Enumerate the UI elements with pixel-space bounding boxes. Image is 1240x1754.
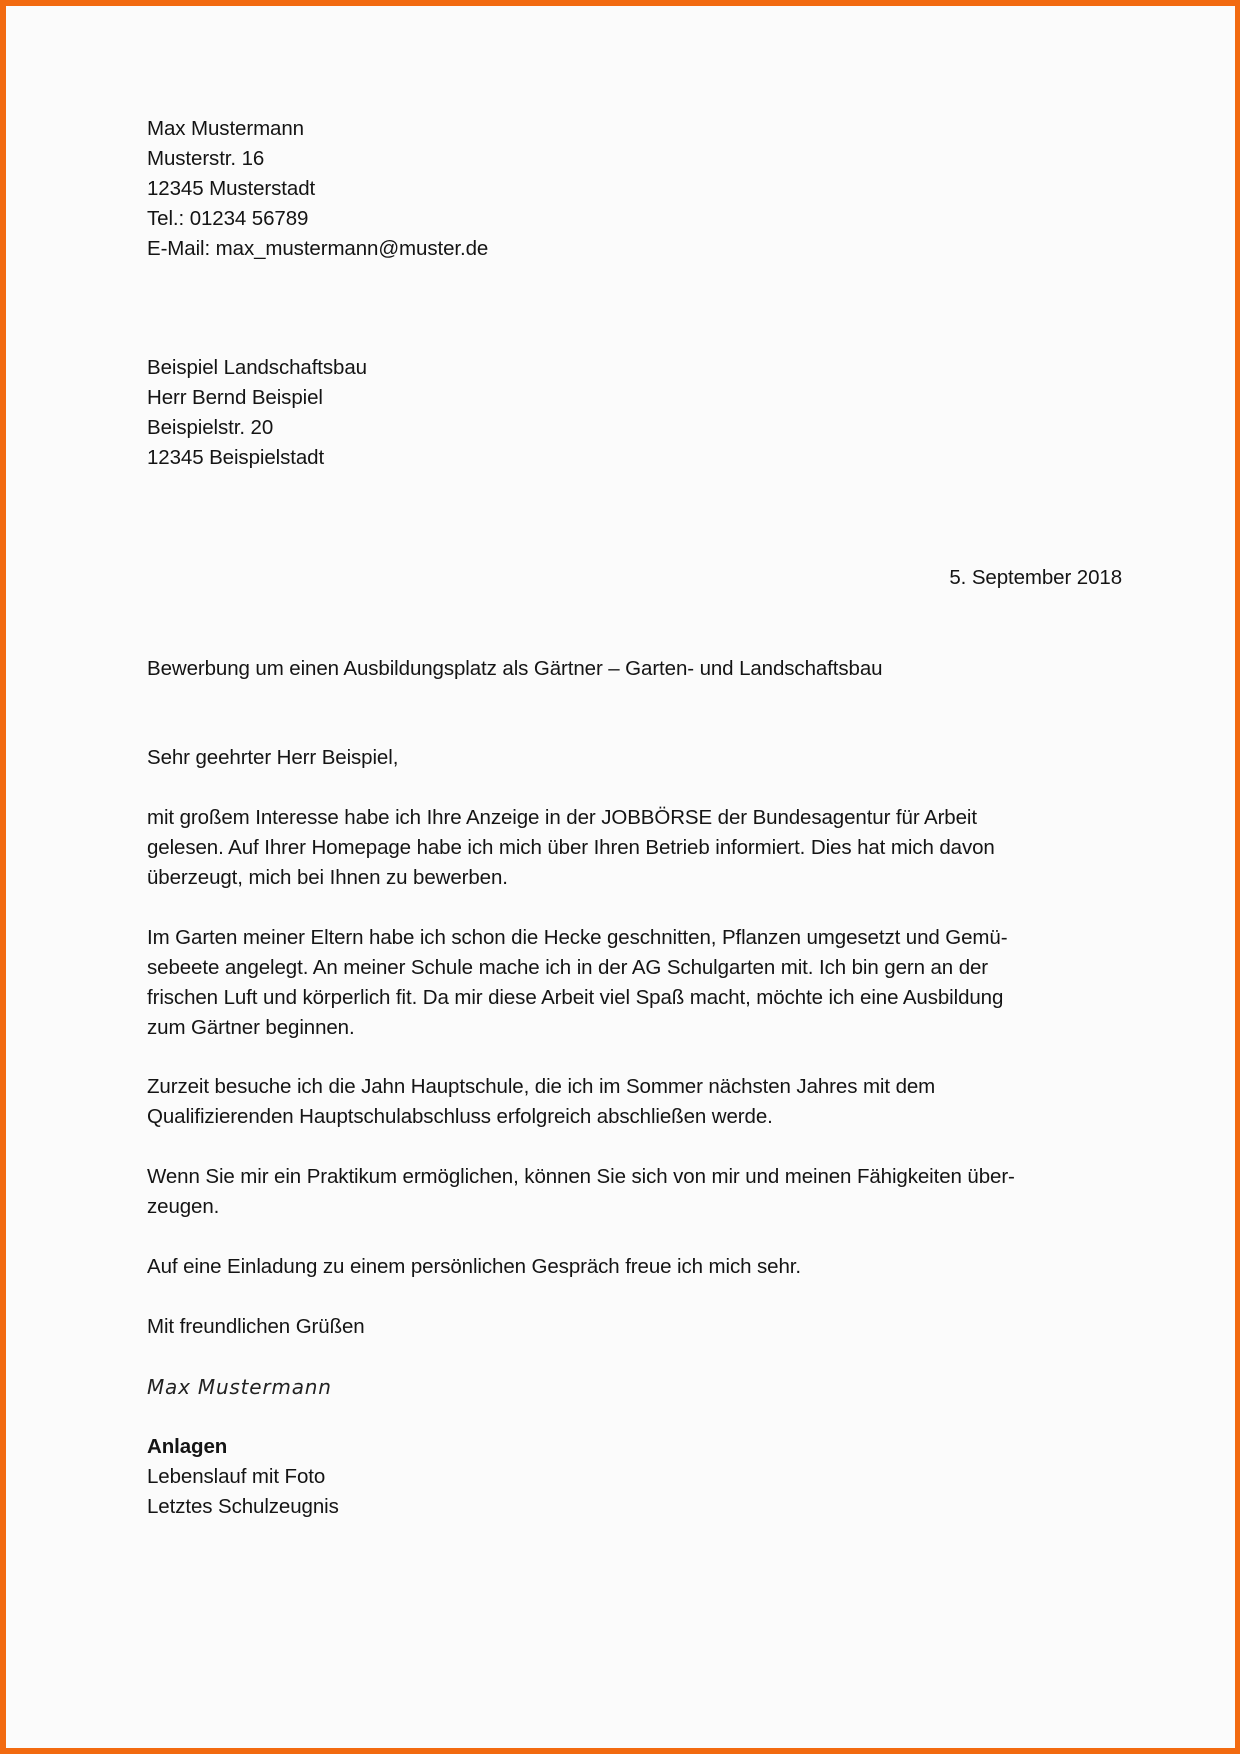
attachments-section (147, 1432, 1122, 1522)
attachment-item: Letztes Schulzeugnis (147, 1495, 339, 1518)
sender-city: 12345 Musterstadt (147, 177, 316, 200)
paragraph-line: zum Gärtner beginnen. (147, 1016, 355, 1039)
paragraph-line: mit großem Interesse habe ich Ihre Anzeige in der JOBBÖRSE der Bundesagentur für Arbeit (147, 806, 977, 829)
recipient-city: 12345 Beispielstadt (147, 446, 325, 469)
sender-street: Musterstr. 16 (147, 147, 265, 170)
paragraph-line: Zurzeit besuche ich die Jahn Hauptschule, die ich im Sommer nächsten Jahres mit dem (147, 1075, 936, 1098)
paragraph-line: Im Garten meiner Eltern habe ich schon die Hecke geschnitten, Pflanzen umgesetzt und Gemü- (147, 926, 1008, 949)
paragraph-line: frischen Luft und körperlich fit. Da mir diese Arbeit viel Spaß macht, möchte ich eine Ausbildung (147, 986, 1004, 1009)
recipient-street: Beispielstr. 20 (147, 416, 274, 439)
recipient-contact: Herr Bernd Beispiel (147, 386, 323, 409)
closing-formula: Mit freundlichen Grüßen (147, 1315, 365, 1338)
paragraph-line: Qualifizierenden Hauptschulabschluss erfolgreich abschließen werde. (147, 1105, 773, 1128)
attachment-item: Lebenslauf mit Foto (147, 1465, 326, 1488)
sender-phone: Tel.: 01234 56789 (147, 207, 309, 230)
body-paragraph-2 (147, 923, 1122, 1043)
letter-date: 5. September 2018 (949, 566, 1122, 589)
paragraph-line: zeugen. (147, 1195, 220, 1218)
salutation: Sehr geehrter Herr Beispiel, (147, 746, 399, 769)
body-paragraph-1 (147, 803, 1122, 893)
paragraph-line: sebeete angelegt. An meiner Schule mache ich in der AG Schulgarten mit. Ich bin gern an der (147, 956, 989, 979)
body-paragraph-4 (147, 1162, 1122, 1222)
attachments-heading: Anlagen (147, 1435, 228, 1458)
body-paragraph-3 (147, 1072, 1122, 1132)
sender-name: Max Mustermann (147, 117, 304, 140)
letter-subject: Bewerbung um einen Ausbildungsplatz als Gärtner – Garten- und Landschaftsbau (147, 657, 883, 680)
sender-email: E-Mail: max_mustermann@muster.de (147, 237, 489, 260)
paragraph-line: Wenn Sie mir ein Praktikum ermöglichen, können Sie sich von mir und meinen Fähigkeiten über- (147, 1165, 1015, 1188)
body-paragraph-5 (147, 1252, 1122, 1282)
paragraph-line: überzeugt, mich bei Ihnen zu bewerben. (147, 866, 508, 889)
paragraph-line: gelesen. Auf Ihrer Homepage habe ich mich über Ihren Betrieb informiert. Dies hat mich davon (147, 836, 995, 859)
signature: Max Mustermann (147, 1375, 332, 1399)
sender-address (147, 114, 1122, 264)
paragraph-line: Auf eine Einladung zu einem persönlichen Gespräch freue ich mich sehr. (147, 1255, 801, 1278)
recipient-address (147, 353, 1122, 473)
recipient-company: Beispiel Landschaftsbau (147, 356, 367, 379)
